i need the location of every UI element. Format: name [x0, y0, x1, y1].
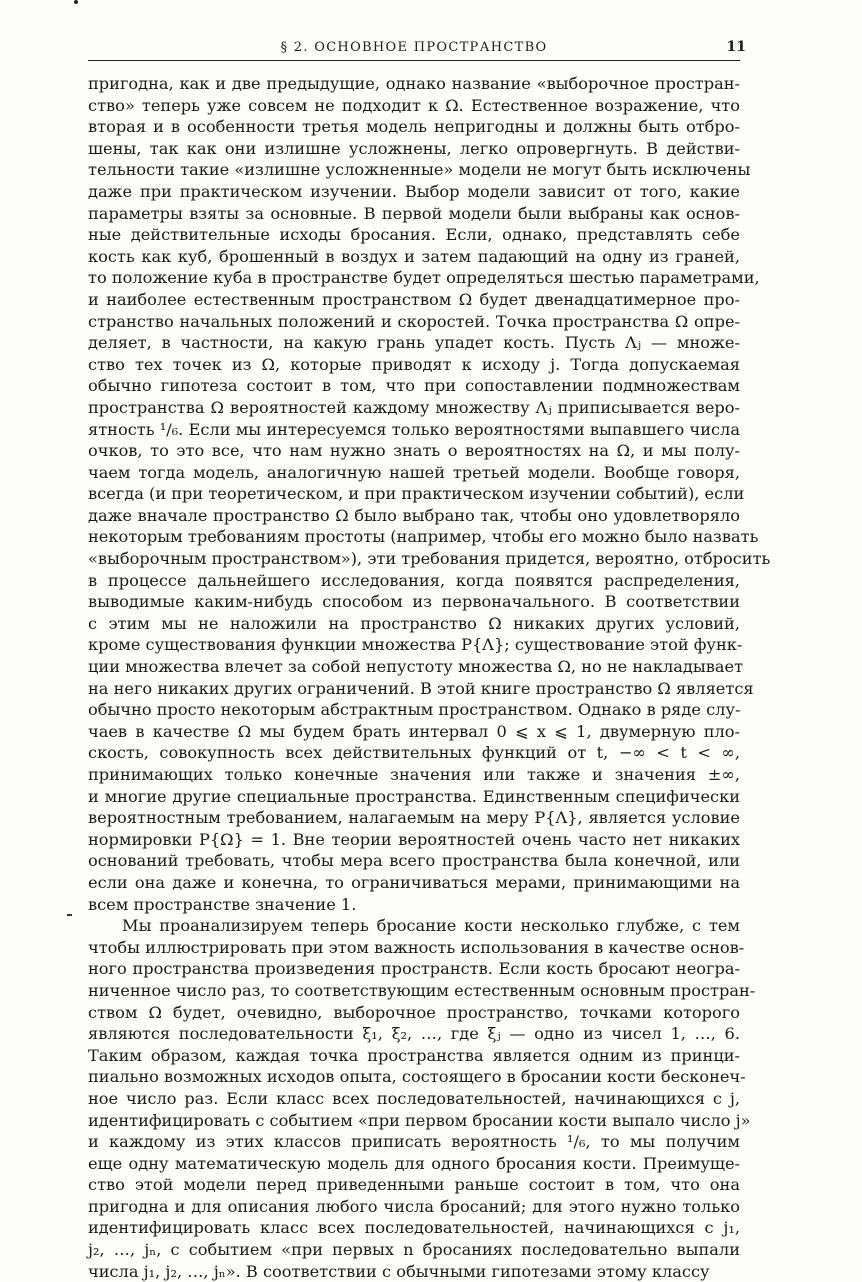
- text-line: принимающих только конечные значения или также и значения ±∞,: [88, 765, 740, 784]
- scan-dot: [74, 0, 78, 4]
- text-line: вероятностным требованием, налагаемым на меру P{Λ}, является условие: [88, 808, 740, 828]
- page-number: 11: [726, 39, 746, 55]
- text-line: деляет, в частности, на какую грань упадет кость. Пусть Λⱼ — множе-: [88, 333, 740, 353]
- section-title: § 2. ОСНОВНОЕ ПРОСТРАНСТВО: [280, 40, 548, 55]
- text-line: скость, совокупность всех действительных функций от t, −∞ < t < ∞,: [88, 743, 740, 763]
- text-line: идентифицировать класс всех последовательностей, начинающихся с j₁,: [88, 1218, 740, 1238]
- text-line: ции множества влечет за собой непустоту множества Ω, но не накладывает: [88, 657, 744, 677]
- text-line: являются последовательности ξ₁, ξ₂, …, где ξⱼ — одно из чисел 1, …, 6.: [88, 1024, 740, 1044]
- text-line: идентифицировать с событием «при первом бросании кости выпало число j»: [88, 1110, 751, 1130]
- text-line: ство этой модели перед приведенными раньше состоит в том, что она: [88, 1175, 740, 1195]
- text-line: вторая и в особенности третья модель непригодны и должны быть отбро-: [88, 117, 740, 137]
- text-line: обычно гипотеза состоит в том, что при сопоставлении подмножествам: [88, 376, 740, 396]
- text-line: даже при практическом изучении. Выбор модели зависит от того, какие: [88, 181, 740, 201]
- text-line: пиально возможных исходов опыта, состоящего в бросании кости бесконеч-: [88, 1067, 746, 1087]
- text-line: всегда (и при теоретическом, и при практическом изучении событий), если: [88, 484, 745, 504]
- page-header: [88, 38, 746, 61]
- text-line: чаем тогда модель, аналогичную нашей третьей модели. Вообще говоря,: [88, 462, 740, 482]
- text-line: выводимые каким-нибудь способом из первоначального. В соответствии: [88, 592, 740, 612]
- text-line: некоторым требованиям простоты (например, чтобы его можно было назвать: [88, 527, 759, 547]
- text-line: то положение куба в пространстве будет определяться шестью параметрами,: [88, 268, 760, 288]
- text-line: нормировки P{Ω} = 1. Вне теории вероятностей очень часто нет никаких: [88, 829, 740, 849]
- paragraph: [88, 915, 756, 1282]
- text-line: чаев в качестве Ω мы будем брать интервал 0 ⩽ x ⩽ 1, двумерную пло-: [88, 721, 740, 741]
- body-text: [88, 73, 771, 1282]
- text-line: ного пространства произведения пространств. Если кость бросают неогра-: [88, 959, 740, 979]
- text-line: ство» теперь уже совсем не подходит к Ω. Естественное возражение, что: [88, 95, 740, 115]
- text-line: Мы проанализируем теперь бросание кости несколько глубже, с тем: [122, 916, 740, 936]
- text-line: ное число раз. Если класс всех последовательностей, начинающихся с j,: [88, 1088, 740, 1108]
- text-line: очков, то это все, что нам нужно знать о вероятностях на Ω, и мы полу-: [88, 441, 740, 461]
- text-line: и наиболее естественным пространством Ω будет двенадцатимерное про-: [88, 289, 740, 309]
- text-line: кость как куб, брошенный в воздух и затем падающий на одну из граней,: [88, 246, 740, 266]
- text-line: ятность ¹/₆. Если мы интересуемся только вероятностями выпавшего числа: [88, 419, 740, 439]
- text-line: тельности такие «излишне усложненные» модели не могут быть исключены: [88, 160, 751, 180]
- text-line: странство начальных положений и скоростей. Точка пространства Ω опре-: [88, 311, 740, 331]
- text-line: ные действительные исходы бросания. Если, однако, представлять себе: [88, 225, 740, 245]
- text-line: в процессе дальнейшего исследования, когда появятся распределения,: [88, 570, 740, 590]
- text-line: всем пространстве значение 1.: [88, 894, 357, 914]
- text-line: если она даже и конечна, то ограничиваться мерами, принимающими на: [88, 872, 740, 892]
- paragraph: [88, 73, 771, 915]
- text-line: j₂, …, jₙ, с событием «при первых n бросаниях последовательно выпали: [88, 1240, 740, 1260]
- text-line: ниченное число раз, то соответствующим естественным основным простран-: [88, 980, 756, 1000]
- text-line: Таким образом, каждая точка пространства является одним из принци-: [88, 1045, 740, 1065]
- text-line: на него никаких других ограничений. В этой книге пространство Ω является: [88, 678, 754, 698]
- text-line: чтобы иллюстрировать при этом важность использования в качестве основ-: [88, 937, 745, 957]
- text-line: и многие другие специальные пространства. Единственным специфически: [88, 786, 740, 806]
- text-line: пространства Ω вероятностей каждому множеству Λⱼ приписывается веро-: [88, 397, 740, 417]
- text-line: пригодна и для описания любого числа бросаний; для этого нужно только: [88, 1196, 740, 1216]
- text-line: шены, так как они излишне усложнены, легко опровергнуть. В действи-: [88, 138, 740, 158]
- text-line: кроме существования функции множества P{Λ}; существование этой функ-: [88, 635, 743, 655]
- text-line: даже вначале пространство Ω было выбрано так, чтобы оно удовлетворяло: [88, 505, 740, 525]
- text-line: и каждому из этих классов приписать вероятность ¹/₆, то мы получим: [88, 1132, 740, 1152]
- text-line: с этим мы не наложили на пространство Ω никаких других условий,: [88, 613, 740, 633]
- text-line: еще одну математическую модель для одного бросания кости. Преимуще-: [88, 1153, 740, 1173]
- text-line: пригодна, как и две предыдущие, однако название «выборочное простран-: [88, 74, 740, 93]
- text-line: обычно просто некоторым абстрактным пространством. Однако в ряде слу-: [88, 700, 741, 720]
- text-line: ство тех точек из Ω, которые приводят к исходу j. Тогда допускаемая: [88, 354, 740, 374]
- text-line: числа j₁, j₂, …, jₙ». В соответствии с обычными гипотезами этому классу: [88, 1261, 710, 1281]
- text-line: «выборочным пространством»), эти требования придется, вероятно, отбросить: [88, 549, 771, 569]
- text-line: оснований требовать, чтобы мера всего пространства была конечной, или: [88, 851, 740, 871]
- text-line: параметры взяты за основные. В первой модели были выбраны как основ-: [88, 203, 740, 223]
- text-line: ством Ω будет, очевидно, выборочное пространство, точками которого: [88, 1002, 740, 1022]
- margin-mark: [67, 914, 72, 916]
